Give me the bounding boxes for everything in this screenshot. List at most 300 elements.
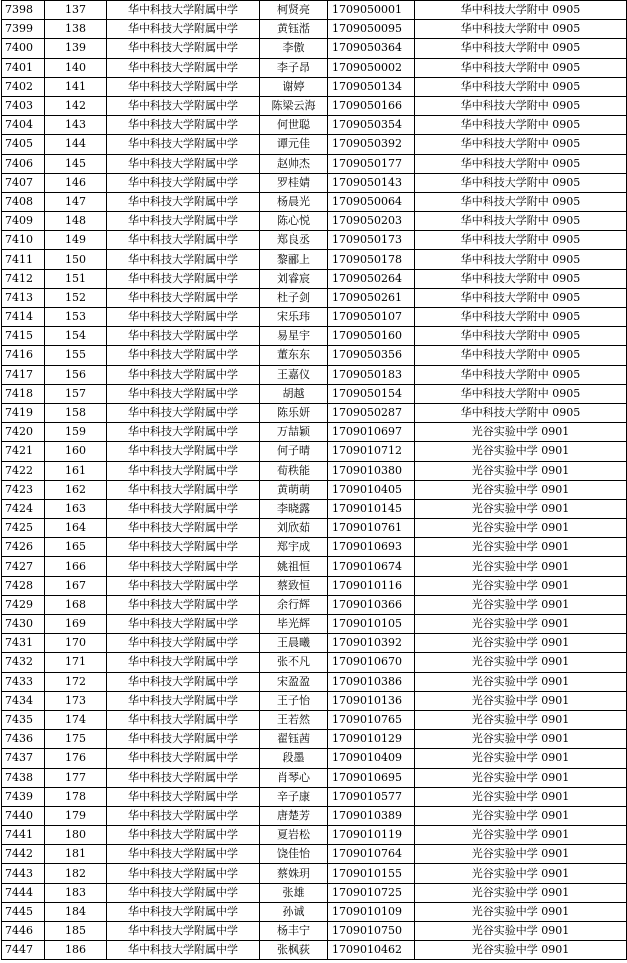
row-index-cell: 7412	[2, 269, 45, 288]
exam-id-cell: 1709050177	[328, 154, 415, 173]
exam-site-cell: 华中科技大学附中 0905	[415, 173, 627, 192]
exam-site-cell: 光谷实验中学 0901	[415, 806, 627, 825]
table-row	[2, 384, 627, 403]
exam-id-cell: 1709050183	[328, 365, 415, 384]
table-row	[2, 941, 627, 960]
school-name-cell: 华中科技大学附属中学	[107, 480, 260, 499]
student-name-cell: 柯贤亮	[260, 1, 328, 20]
school-name-cell: 华中科技大学附属中学	[107, 365, 260, 384]
table-row	[2, 634, 627, 653]
sequence-number-cell: 169	[45, 615, 107, 634]
table-row	[2, 442, 627, 461]
exam-id-cell: 1709010136	[328, 691, 415, 710]
exam-site-cell: 光谷实验中学 0901	[415, 480, 627, 499]
row-index-cell: 7411	[2, 250, 45, 269]
table-row	[2, 231, 627, 250]
sequence-number-cell: 150	[45, 250, 107, 269]
sequence-number-cell: 141	[45, 77, 107, 96]
student-name-cell: 张枫荻	[260, 941, 328, 960]
exam-id-cell: 1709010462	[328, 941, 415, 960]
table-row	[2, 173, 627, 192]
school-name-cell: 华中科技大学附属中学	[107, 231, 260, 250]
school-name-cell: 华中科技大学附属中学	[107, 864, 260, 883]
school-name-cell: 华中科技大学附属中学	[107, 212, 260, 231]
exam-site-cell: 光谷实验中学 0901	[415, 749, 627, 768]
exam-id-cell: 1709010764	[328, 845, 415, 864]
exam-id-cell: 1709050095	[328, 20, 415, 39]
sequence-number-cell: 171	[45, 653, 107, 672]
student-name-cell: 王嘉仪	[260, 365, 328, 384]
school-name-cell: 华中科技大学附属中学	[107, 39, 260, 58]
school-name-cell: 华中科技大学附属中学	[107, 173, 260, 192]
exam-id-cell: 1709010761	[328, 519, 415, 538]
table-row	[2, 499, 627, 518]
exam-id-cell: 1709010577	[328, 787, 415, 806]
row-index-cell: 7399	[2, 20, 45, 39]
sequence-number-cell: 170	[45, 634, 107, 653]
exam-id-cell: 1709010109	[328, 902, 415, 921]
exam-id-cell: 1709010695	[328, 768, 415, 787]
school-name-cell: 华中科技大学附属中学	[107, 1, 260, 20]
exam-site-cell: 光谷实验中学 0901	[415, 499, 627, 518]
table-row	[2, 557, 627, 576]
row-index-cell: 7427	[2, 557, 45, 576]
exam-id-cell: 1709050178	[328, 250, 415, 269]
student-name-cell: 王子怡	[260, 691, 328, 710]
sequence-number-cell: 162	[45, 480, 107, 499]
table-row	[2, 77, 627, 96]
row-index-cell: 7428	[2, 576, 45, 595]
exam-site-cell: 光谷实验中学 0901	[415, 883, 627, 902]
school-name-cell: 华中科技大学附属中学	[107, 653, 260, 672]
exam-id-cell: 1709010697	[328, 423, 415, 442]
table-row	[2, 787, 627, 806]
exam-site-cell: 光谷实验中学 0901	[415, 634, 627, 653]
sequence-number-cell: 154	[45, 327, 107, 346]
exam-site-cell: 光谷实验中学 0901	[415, 710, 627, 729]
exam-site-cell: 华中科技大学附中 0905	[415, 96, 627, 115]
exam-site-cell: 光谷实验中学 0901	[415, 653, 627, 672]
sequence-number-cell: 167	[45, 576, 107, 595]
school-name-cell: 华中科技大学附属中学	[107, 768, 260, 787]
row-index-cell: 7403	[2, 96, 45, 115]
row-index-cell: 7400	[2, 39, 45, 58]
exam-site-cell: 光谷实验中学 0901	[415, 768, 627, 787]
table-row	[2, 154, 627, 173]
exam-id-cell: 1709050354	[328, 116, 415, 135]
student-name-cell: 肖琴心	[260, 768, 328, 787]
table-row	[2, 365, 627, 384]
row-index-cell: 7404	[2, 116, 45, 135]
student-name-cell: 杜子剑	[260, 288, 328, 307]
table-row	[2, 883, 627, 902]
school-name-cell: 华中科技大学附属中学	[107, 615, 260, 634]
student-name-cell: 李子昂	[260, 58, 328, 77]
table-row	[2, 519, 627, 538]
school-name-cell: 华中科技大学附属中学	[107, 826, 260, 845]
row-index-cell: 7410	[2, 231, 45, 250]
table-row	[2, 538, 627, 557]
school-name-cell: 华中科技大学附属中学	[107, 806, 260, 825]
exam-id-cell: 1709050287	[328, 403, 415, 422]
exam-id-cell: 1709050001	[328, 1, 415, 20]
table-row	[2, 691, 627, 710]
student-name-cell: 易星宇	[260, 327, 328, 346]
student-name-cell: 李傲	[260, 39, 328, 58]
sequence-number-cell: 173	[45, 691, 107, 710]
exam-site-cell: 华中科技大学附中 0905	[415, 403, 627, 422]
exam-site-cell: 华中科技大学附中 0905	[415, 250, 627, 269]
student-name-cell: 郑良丞	[260, 231, 328, 250]
table-row	[2, 595, 627, 614]
row-index-cell: 7430	[2, 615, 45, 634]
table-row	[2, 864, 627, 883]
row-index-cell: 7444	[2, 883, 45, 902]
sequence-number-cell: 155	[45, 346, 107, 365]
exam-site-cell: 华中科技大学附中 0905	[415, 365, 627, 384]
exam-id-cell: 1709010750	[328, 922, 415, 941]
table-row	[2, 308, 627, 327]
school-name-cell: 华中科技大学附属中学	[107, 634, 260, 653]
exam-site-cell: 华中科技大学附中 0905	[415, 135, 627, 154]
student-name-cell: 何世聪	[260, 116, 328, 135]
student-name-cell: 郑宇成	[260, 538, 328, 557]
school-name-cell: 华中科技大学附属中学	[107, 96, 260, 115]
row-index-cell: 7442	[2, 845, 45, 864]
sequence-number-cell: 143	[45, 116, 107, 135]
row-index-cell: 7407	[2, 173, 45, 192]
exam-site-cell: 华中科技大学附中 0905	[415, 327, 627, 346]
exam-id-cell: 1709010765	[328, 710, 415, 729]
student-name-cell: 姚祖恒	[260, 557, 328, 576]
exam-id-cell: 1709010670	[328, 653, 415, 672]
table-row	[2, 269, 627, 288]
exam-id-cell: 1709010409	[328, 749, 415, 768]
sequence-number-cell: 172	[45, 672, 107, 691]
sequence-number-cell: 175	[45, 730, 107, 749]
exam-site-cell: 光谷实验中学 0901	[415, 941, 627, 960]
sequence-number-cell: 164	[45, 519, 107, 538]
school-name-cell: 华中科技大学附属中学	[107, 192, 260, 211]
exam-id-cell: 1709010693	[328, 538, 415, 557]
exam-site-cell: 光谷实验中学 0901	[415, 557, 627, 576]
row-index-cell: 7423	[2, 480, 45, 499]
sequence-number-cell: 160	[45, 442, 107, 461]
student-name-cell: 谭元佳	[260, 135, 328, 154]
exam-site-cell: 华中科技大学附中 0905	[415, 77, 627, 96]
exam-site-cell: 光谷实验中学 0901	[415, 423, 627, 442]
row-index-cell: 7420	[2, 423, 45, 442]
sequence-number-cell: 158	[45, 403, 107, 422]
school-name-cell: 华中科技大学附属中学	[107, 20, 260, 39]
row-index-cell: 7434	[2, 691, 45, 710]
exam-id-cell: 1709050143	[328, 173, 415, 192]
table-row	[2, 615, 627, 634]
table-row	[2, 922, 627, 941]
student-name-cell: 杨丰宁	[260, 922, 328, 941]
row-index-cell: 7445	[2, 902, 45, 921]
exam-id-cell: 1709050392	[328, 135, 415, 154]
sequence-number-cell: 144	[45, 135, 107, 154]
exam-id-cell: 1709050160	[328, 327, 415, 346]
student-name-cell: 陈心悦	[260, 212, 328, 231]
sequence-number-cell: 151	[45, 269, 107, 288]
student-name-cell: 唐楚芳	[260, 806, 328, 825]
exam-site-cell: 华中科技大学附中 0905	[415, 154, 627, 173]
student-name-cell: 杨晨光	[260, 192, 328, 211]
table-row	[2, 902, 627, 921]
row-index-cell: 7417	[2, 365, 45, 384]
sequence-number-cell: 138	[45, 20, 107, 39]
student-name-cell: 蔡姝玥	[260, 864, 328, 883]
table-row	[2, 39, 627, 58]
exam-id-cell: 1709050107	[328, 308, 415, 327]
row-index-cell: 7408	[2, 192, 45, 211]
row-index-cell: 7432	[2, 653, 45, 672]
exam-site-cell: 光谷实验中学 0901	[415, 519, 627, 538]
sequence-number-cell: 177	[45, 768, 107, 787]
row-index-cell: 7443	[2, 864, 45, 883]
row-index-cell: 7435	[2, 710, 45, 729]
student-name-cell: 张不凡	[260, 653, 328, 672]
table-row	[2, 576, 627, 595]
sequence-number-cell: 174	[45, 710, 107, 729]
exam-site-cell: 华中科技大学附中 0905	[415, 39, 627, 58]
exam-id-cell: 1709050261	[328, 288, 415, 307]
student-name-cell: 陈乐妍	[260, 403, 328, 422]
student-name-cell: 宋乐玮	[260, 308, 328, 327]
sequence-number-cell: 163	[45, 499, 107, 518]
table-row	[2, 250, 627, 269]
exam-site-cell: 光谷实验中学 0901	[415, 691, 627, 710]
school-name-cell: 华中科技大学附属中学	[107, 902, 260, 921]
row-index-cell: 7414	[2, 308, 45, 327]
row-index-cell: 7416	[2, 346, 45, 365]
exam-site-cell: 华中科技大学附中 0905	[415, 20, 627, 39]
student-name-cell: 段墨	[260, 749, 328, 768]
school-name-cell: 华中科技大学附属中学	[107, 250, 260, 269]
exam-site-cell: 光谷实验中学 0901	[415, 442, 627, 461]
table-row	[2, 423, 627, 442]
exam-id-cell: 1709010116	[328, 576, 415, 595]
table-row	[2, 730, 627, 749]
exam-site-cell: 华中科技大学附中 0905	[415, 346, 627, 365]
student-name-cell: 蔡致恒	[260, 576, 328, 595]
student-name-cell: 夏岩松	[260, 826, 328, 845]
sequence-number-cell: 168	[45, 595, 107, 614]
exam-id-cell: 1709010392	[328, 634, 415, 653]
student-name-cell: 万喆颖	[260, 423, 328, 442]
school-name-cell: 华中科技大学附属中学	[107, 941, 260, 960]
student-name-cell: 刘欣茹	[260, 519, 328, 538]
sequence-number-cell: 140	[45, 58, 107, 77]
row-index-cell: 7425	[2, 519, 45, 538]
row-index-cell: 7418	[2, 384, 45, 403]
row-index-cell: 7406	[2, 154, 45, 173]
sequence-number-cell: 147	[45, 192, 107, 211]
student-name-cell: 荀秩能	[260, 461, 328, 480]
school-name-cell: 华中科技大学附属中学	[107, 749, 260, 768]
row-index-cell: 7440	[2, 806, 45, 825]
table-row	[2, 327, 627, 346]
school-name-cell: 华中科技大学附属中学	[107, 672, 260, 691]
sequence-number-cell: 161	[45, 461, 107, 480]
exam-id-cell: 1709050134	[328, 77, 415, 96]
row-index-cell: 7433	[2, 672, 45, 691]
school-name-cell: 华中科技大学附属中学	[107, 403, 260, 422]
row-index-cell: 7422	[2, 461, 45, 480]
student-name-cell: 董东东	[260, 346, 328, 365]
row-index-cell: 7402	[2, 77, 45, 96]
student-name-cell: 黄钰湉	[260, 20, 328, 39]
student-name-cell: 辛子康	[260, 787, 328, 806]
student-name-cell: 王晨曦	[260, 634, 328, 653]
exam-site-cell: 光谷实验中学 0901	[415, 922, 627, 941]
exam-id-cell: 1709050064	[328, 192, 415, 211]
table-row	[2, 288, 627, 307]
row-index-cell: 7415	[2, 327, 45, 346]
sequence-number-cell: 183	[45, 883, 107, 902]
school-name-cell: 华中科技大学附属中学	[107, 730, 260, 749]
exam-id-cell: 1709010119	[328, 826, 415, 845]
row-index-cell: 7401	[2, 58, 45, 77]
row-index-cell: 7447	[2, 941, 45, 960]
student-name-cell: 翟钰茜	[260, 730, 328, 749]
table-row	[2, 480, 627, 499]
student-name-cell: 刘睿宸	[260, 269, 328, 288]
sequence-number-cell: 178	[45, 787, 107, 806]
sequence-number-cell: 181	[45, 845, 107, 864]
row-index-cell: 7405	[2, 135, 45, 154]
table-row	[2, 845, 627, 864]
school-name-cell: 华中科技大学附属中学	[107, 557, 260, 576]
roster-table-body	[2, 1, 627, 960]
school-name-cell: 华中科技大学附属中学	[107, 384, 260, 403]
sequence-number-cell: 137	[45, 1, 107, 20]
school-name-cell: 华中科技大学附属中学	[107, 710, 260, 729]
school-name-cell: 华中科技大学附属中学	[107, 883, 260, 902]
exam-id-cell: 1709010386	[328, 672, 415, 691]
student-name-cell: 赵帅杰	[260, 154, 328, 173]
row-index-cell: 7429	[2, 595, 45, 614]
row-index-cell: 7426	[2, 538, 45, 557]
table-row	[2, 826, 627, 845]
sequence-number-cell: 157	[45, 384, 107, 403]
row-index-cell: 7421	[2, 442, 45, 461]
row-index-cell: 7398	[2, 1, 45, 20]
exam-id-cell: 1709010725	[328, 883, 415, 902]
row-index-cell: 7419	[2, 403, 45, 422]
exam-site-cell: 光谷实验中学 0901	[415, 595, 627, 614]
row-index-cell: 7424	[2, 499, 45, 518]
exam-id-cell: 1709050264	[328, 269, 415, 288]
exam-site-cell: 华中科技大学附中 0905	[415, 269, 627, 288]
exam-site-cell: 光谷实验中学 0901	[415, 672, 627, 691]
exam-id-cell: 1709050364	[328, 39, 415, 58]
sequence-number-cell: 185	[45, 922, 107, 941]
school-name-cell: 华中科技大学附属中学	[107, 288, 260, 307]
row-index-cell: 7436	[2, 730, 45, 749]
table-row	[2, 346, 627, 365]
student-name-cell: 饶佳怡	[260, 845, 328, 864]
exam-site-cell: 光谷实验中学 0901	[415, 615, 627, 634]
sequence-number-cell: 148	[45, 212, 107, 231]
exam-id-cell: 1709010366	[328, 595, 415, 614]
student-name-cell: 黎郦上	[260, 250, 328, 269]
sequence-number-cell: 165	[45, 538, 107, 557]
school-name-cell: 华中科技大学附属中学	[107, 154, 260, 173]
exam-id-cell: 1709050356	[328, 346, 415, 365]
school-name-cell: 华中科技大学附属中学	[107, 787, 260, 806]
sequence-number-cell: 145	[45, 154, 107, 173]
school-name-cell: 华中科技大学附属中学	[107, 116, 260, 135]
student-name-cell: 何子晴	[260, 442, 328, 461]
school-name-cell: 华中科技大学附属中学	[107, 327, 260, 346]
exam-site-cell: 光谷实验中学 0901	[415, 730, 627, 749]
table-row	[2, 1, 627, 20]
school-name-cell: 华中科技大学附属中学	[107, 308, 260, 327]
exam-id-cell: 1709010405	[328, 480, 415, 499]
student-name-cell: 陈梁云海	[260, 96, 328, 115]
exam-id-cell: 1709050173	[328, 231, 415, 250]
school-name-cell: 华中科技大学附属中学	[107, 269, 260, 288]
school-name-cell: 华中科技大学附属中学	[107, 135, 260, 154]
student-name-cell: 孙诚	[260, 902, 328, 921]
student-name-cell: 胡越	[260, 384, 328, 403]
table-row	[2, 96, 627, 115]
student-name-cell: 张雄	[260, 883, 328, 902]
sequence-number-cell: 179	[45, 806, 107, 825]
table-row	[2, 116, 627, 135]
sequence-number-cell: 139	[45, 39, 107, 58]
table-row	[2, 135, 627, 154]
table-row	[2, 653, 627, 672]
exam-id-cell: 1709010155	[328, 864, 415, 883]
exam-id-cell: 1709050154	[328, 384, 415, 403]
table-row	[2, 192, 627, 211]
exam-id-cell: 1709010380	[328, 461, 415, 480]
sequence-number-cell: 184	[45, 902, 107, 921]
sequence-number-cell: 142	[45, 96, 107, 115]
school-name-cell: 华中科技大学附属中学	[107, 595, 260, 614]
row-index-cell: 7431	[2, 634, 45, 653]
school-name-cell: 华中科技大学附属中学	[107, 77, 260, 96]
row-index-cell: 7437	[2, 749, 45, 768]
school-name-cell: 华中科技大学附属中学	[107, 922, 260, 941]
exam-site-cell: 光谷实验中学 0901	[415, 538, 627, 557]
sequence-number-cell: 152	[45, 288, 107, 307]
row-index-cell: 7439	[2, 787, 45, 806]
school-name-cell: 华中科技大学附属中学	[107, 461, 260, 480]
table-row	[2, 212, 627, 231]
table-row	[2, 806, 627, 825]
sequence-number-cell: 186	[45, 941, 107, 960]
exam-id-cell: 1709050203	[328, 212, 415, 231]
sequence-number-cell: 153	[45, 308, 107, 327]
exam-site-cell: 华中科技大学附中 0905	[415, 288, 627, 307]
school-name-cell: 华中科技大学附属中学	[107, 346, 260, 365]
exam-id-cell: 1709050002	[328, 58, 415, 77]
school-name-cell: 华中科技大学附属中学	[107, 845, 260, 864]
exam-site-cell: 华中科技大学附中 0905	[415, 384, 627, 403]
school-name-cell: 华中科技大学附属中学	[107, 442, 260, 461]
exam-site-cell: 华中科技大学附中 0905	[415, 308, 627, 327]
table-row	[2, 768, 627, 787]
row-index-cell: 7409	[2, 212, 45, 231]
table-row	[2, 58, 627, 77]
sequence-number-cell: 176	[45, 749, 107, 768]
exam-id-cell: 1709050166	[328, 96, 415, 115]
